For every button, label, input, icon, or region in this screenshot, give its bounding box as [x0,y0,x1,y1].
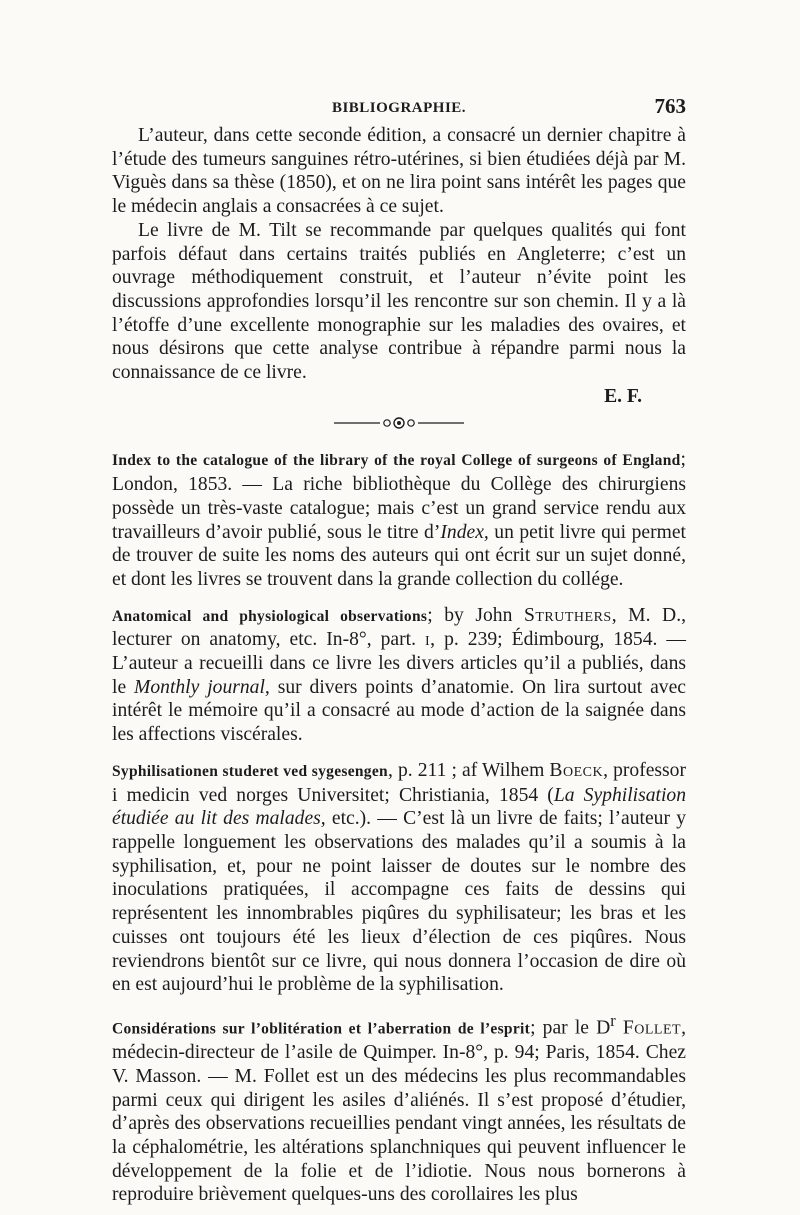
entry-title-considerations: Considérations sur l’oblitération et l’aberration de l’esprit [112,1020,531,1038]
entry-title-index: Index to the catalogue of the library of the royal College of surgeons of England [112,452,681,470]
entry-title-syphilisation: Syphilisationen studeret ved sygesengen [112,762,388,780]
author-name: Struthers [523,604,612,626]
page-number: 763 [654,94,686,118]
section-divider-ornament [112,408,686,438]
entry-anatomical: Anatomical and physiological observations; by John Struthers, M. D., lecturer on anatomy, etc. In-8°, part. i, p. 239; Édimbourg, 1854. — L’auteur a recueilli dans ce livre les divers articles qu’il a publiés, dans le Monthly journal, sur divers points d’anatomie. On lira surtout avec intérêt le mémoire qu’il a consacré au mode d’action de la saignée dans les affections viscérales. [112,604,686,746]
ornament-rule-icon [334,416,464,430]
entry-index: Index to the catalogue of the library of the royal College of surgeons of England; London, 1853. — La riche bibliothèque du Collège des chirurgiens possède un très-vaste catalogue; mais c’est un grand service rendu aux travailleurs d’avoir publié, sous le titre d’Index, un petit livre qui permet de trouver de suite les noms des auteurs qui ont écrit sur un sujet donné, et dont les livres se trouvent dans la grande collection du collége. [112,449,686,590]
review-paragraph-2: Le livre de M. Tilt se recommande par quelques qualités qui font parfois défaut dans certains traités publiés en Angleterre; c’est un ouvrage méthodiquement construit, et l’auteur n’évite point les discussions approfondies lorsqu’il les rencontre sur son chemin. Il y a là l’étoffe d’une excellente monographie sur les maladies des ovaires, et nous désirons que cette analyse contribue à répandre parmi nous la connaissance de ce livre. [112,219,686,384]
review-signature-line [112,385,686,409]
entry-title-anatomical: Anatomical and physiological observations [112,607,428,625]
entry-considerations: Considérations sur l’oblitération et l’aberration de l’esprit; par le $D^r$ Follet, médecin-directeur de l’asile de Quimper. In-8°, p. 94; Paris, 1854. Chez V. Masson. — M. Follet est un des médecins les plus recommandables parmi ceux qui dirigent les asiles d’aliénés. Il s’est proposé d’étudier, d’après des observations recueillies pendant vingt années, les résultats de la céphalométrie, les altérations splanchniques qui peuvent influencer le développement de la folie et de l’idiotie. Nous nous bornerons à reproduire brièvement quelques-uns des corollaires les plus [112,1010,686,1206]
page-header [112,94,686,124]
page-body [112,124,686,1207]
author-name: Boeck [549,759,604,781]
entry-syphilisation: Syphilisationen studeret ved sygesengen, p. 211 ; af Wilhem Boeck, professor i medicin ved norges Universitet; Christiania, 1854 (La Syphilisation étudiée au lit des malades, etc.). — C’est là un livre de faits; l’auteur y rappelle longuement les observations des malades qu’il a soumis à la syphilisation, et, pour ne point laisser de doutes sur le nombre des inoculations pratiquées, il accompagne ces faits de dessins qui représentent les innombrables piqûres du syphilisateur; les bras et les cuisses ont toujours été les lieux d’élection de ces piqûres. Nous reviendrons bientôt sur ce livre, qui nous donnera l’occasion de dire où en est aujourd’hui le problème de la syphilisation. [112,759,687,996]
running-title: BIBLIOGRAPHIE. [331,100,467,116]
review-signature: E. F. [604,385,642,407]
review-paragraph-1: L’auteur, dans cette seconde édition, a consacré un dernier chapitre à l’étude des tumeurs sanguines rétro-utérines, si bien étudiées déjà par M. Viguès dans sa thèse (1850), et on ne lira point sans intérêt les pages que le médecin anglais a consacrées à ce sujet. [112,125,686,218]
author-name: Follet [622,1017,682,1039]
